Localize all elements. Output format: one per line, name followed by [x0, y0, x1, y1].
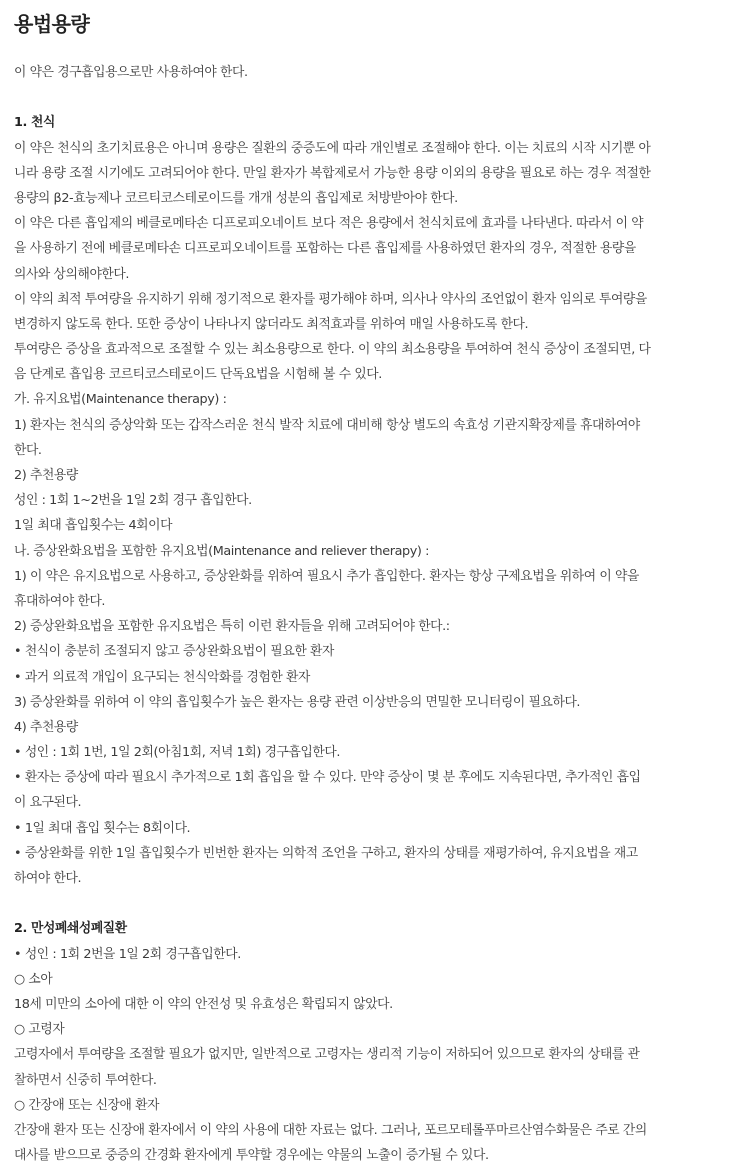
- text-line: 1일 최대 흡입횟수는 4회이다: [14, 518, 173, 534]
- text-line: 휴대하여야 한다.: [14, 593, 106, 609]
- text-line: 성인 : 1회 1~2번을 1일 2회 경구 흡입한다.: [14, 493, 252, 509]
- text-line: 한다.: [14, 442, 42, 458]
- text-line: 하여야 한다.: [14, 871, 82, 886]
- text-line: 이 약의 최적 투여량을 유지하기 위해 정기적으로 환자를 평가해야 하며, 의사나 약사의 조언없이 환자 임의로 투여량을: [14, 291, 647, 307]
- text-line: 1) 이 약은 유지요법으로 사용하고, 증상완화를 위하여 필요시 추가 흡입한다. 환자는 항상 구제요법을 위하여 이 약을: [14, 568, 639, 584]
- text-line: 찰하면서 신중히 투여한다.: [14, 1072, 157, 1088]
- text-line: • 1일 최대 흡입 횟수는 8회이다.: [14, 820, 191, 836]
- text-line: 용량의 β2-효능제나 코르티코스테로이드를 개개 성분의 흡입제로 처방받아야 한다.: [14, 190, 458, 206]
- text-line: 니라 용량 조절 시기에도 고려되어야 한다. 만일 환자가 복합제로서 가능한 용량 이외의 용량을 필요로 하는 경우 적절한: [14, 165, 651, 181]
- text-line: 의사와 상의해야한다.: [14, 266, 129, 282]
- text-line: • 천식이 충분히 조절되지 않고 증상완화요법이 필요한 환자: [14, 644, 334, 660]
- blank-line: [14, 891, 721, 916]
- text-line: 을 사용하기 전에 베클로메타손 디프로피오네이트를 포함하는 다른 흡입제를 사용하였던 환자의 경우, 적절한 용량을: [14, 241, 636, 257]
- blank-line: [14, 85, 721, 110]
- text-line: 이 요구된다.: [14, 795, 82, 811]
- text-line: ○ 고령자: [14, 1022, 65, 1038]
- text-line: 2) 증상완화요법을 포함한 유지요법은 특히 이런 환자들을 위해 고려되어야 한다.:: [14, 619, 450, 635]
- text-line: 고령자에서 투여량을 조절할 필요가 없지만, 일반적으로 고령자는 생리적 기능이 저하되어 있으므로 환자의 상태를 관: [14, 1047, 640, 1063]
- text-line: • 과거 의료적 개입이 요구되는 천식악화를 경험한 환자: [14, 669, 310, 685]
- text-line: 가. 유지요법(Maintenance therapy) :: [14, 392, 227, 408]
- text-line: 음 단계로 흡입용 코르티코스테로이드 단독요법을 시험해 볼 수 있다.: [14, 367, 382, 383]
- text-line: 나. 증상완화요법을 포함한 유지요법(Maintenance and reliever therapy) :: [14, 543, 430, 559]
- section-heading: 2. 만성폐쇄성폐질환: [14, 921, 127, 937]
- section-heading: 1. 천식: [14, 115, 55, 131]
- document-body: [14, 60, 721, 1168]
- text-line: • 성인 : 1회 2번을 1일 2회 경구흡입한다.: [14, 946, 241, 962]
- text-line: ○ 간장애 또는 신장애 환자: [14, 1097, 160, 1113]
- text-line: 이 약은 천식의 초기치료용은 아니며 용량은 질환의 중증도에 따라 개인별로 조절해야 한다. 이는 치료의 시작 시기뿐 아: [14, 140, 651, 156]
- text-line: 변경하지 않도록 한다. 또한 증상이 나타나지 않더라도 최적효과를 위하여 매일 사용하도록 한다.: [14, 316, 529, 332]
- text-line: 3) 증상완화를 위하여 이 약의 흡입횟수가 높은 환자는 용량 관련 이상반응의 면밀한 모니터링이 필요하다.: [14, 694, 581, 710]
- text-line: 이 약은 다른 흡입제의 베클로메타손 디프로피오네이트 보다 적은 용량에서 천식치료에 효과를 나타낸다. 따라서 이 약: [14, 216, 644, 232]
- text-line: 투여량은 증상을 효과적으로 조절할 수 있는 최소용량으로 한다. 이 약의 최소용량을 투여하여 천식 증상이 조절되면, 다: [14, 342, 651, 358]
- text-line: 1) 환자는 천식의 증상악화 또는 갑작스러운 천식 발작 치료에 대비해 항상 별도의 속효성 기관지확장제를 휴대하여야: [14, 417, 640, 433]
- text-line: 이 약은 경구흡입용으로만 사용하여야 한다.: [14, 65, 248, 80]
- text-line: 18세 미만의 소아에 대한 이 약의 안전성 및 유효성은 확립되지 않았다.: [14, 996, 393, 1012]
- text-line: 4) 추천용량: [14, 719, 78, 735]
- text-line: ○ 소아: [14, 971, 53, 987]
- text-line: • 환자는 증상에 따라 필요시 추가적으로 1회 흡입을 할 수 있다. 만약 증상이 몇 분 후에도 지속된다면, 추가적인 흡입: [14, 770, 641, 786]
- text-line: 대사를 받으므로 중증의 간경화 환자에게 투약할 경우에는 약물의 노출이 증가될 수 있다.: [14, 1148, 489, 1164]
- text-line: 2) 추천용량: [14, 468, 78, 483]
- document-title: 용법용량: [14, 12, 90, 36]
- text-line: 간장애 환자 또는 신장애 환자에서 이 약의 사용에 대한 자료는 없다. 그러나, 포르모테롤푸마르산염수화물은 주로 간의: [14, 1122, 647, 1138]
- text-line: • 성인 : 1회 1번, 1일 2회(아침1회, 저녁 1회) 경구흡입한다.: [14, 745, 341, 761]
- text-line: • 증상완화를 위한 1일 흡입횟수가 빈번한 환자는 의학적 조언을 구하고, 환자의 상태를 재평가하여, 유지요법을 재고: [14, 845, 638, 861]
